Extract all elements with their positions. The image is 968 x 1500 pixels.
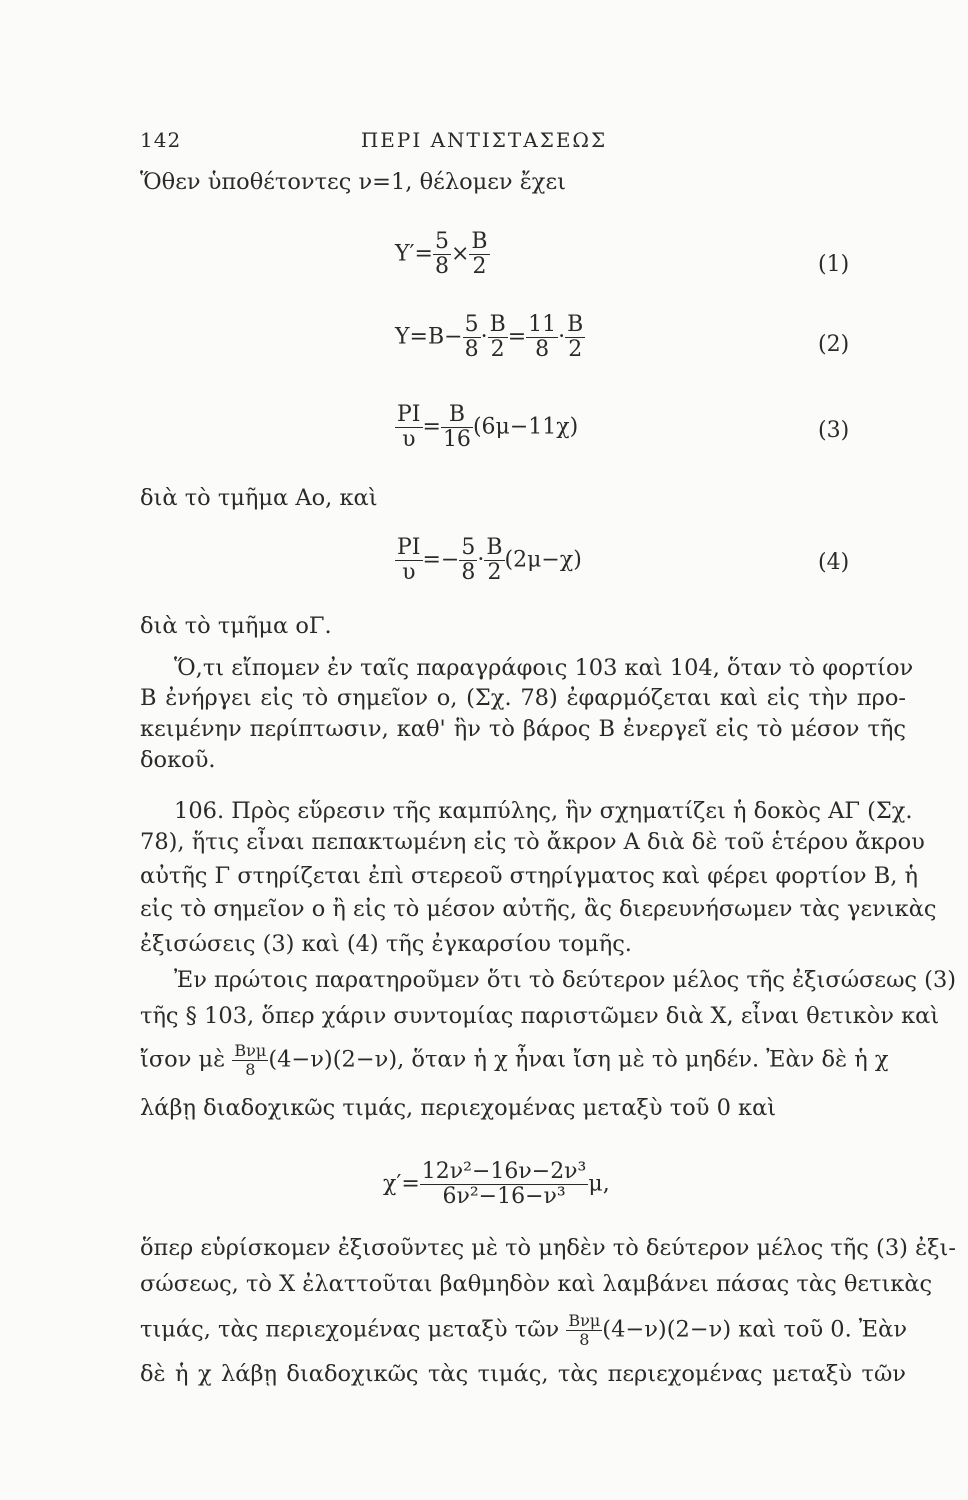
p4-line-3-post: (4−ν)(2−ν) καὶ τοῦ 0. Ἐὰν <box>602 1316 907 1343</box>
equation-4 <box>395 536 582 585</box>
p2-line-2: 78), ἥτις εἶναι πεπακτωμένη εἰς τὸ ἄκρον Α διὰ δὲ τοῦ ἑτέρου ἄκρου <box>140 829 925 855</box>
eq2-num-a: 5 <box>464 312 479 337</box>
eq1-frac-a <box>433 230 451 279</box>
eq4-frac-lhs <box>395 536 423 585</box>
eq3-eqsign: = <box>422 414 441 440</box>
eq2-dot-b: · <box>558 324 566 350</box>
eq4-den-lhs: υ <box>402 560 416 585</box>
eq2-num-b: B <box>489 312 506 337</box>
eq5-lhs: χ′= <box>383 1171 420 1197</box>
p4-line-3-pre: τιμάς, τὰς περιεχομένας μεταξὺ τῶν <box>140 1316 560 1343</box>
eq1-den-b: 2 <box>472 254 487 279</box>
text-after-eq3: διὰ τὸ τμῆμα Αο, καὶ <box>140 485 378 511</box>
eq4-number: (4) <box>818 550 850 575</box>
eq3-num-lhs: PI <box>397 402 421 427</box>
p3-line-2: τῆς § 103, ὅπερ χάριν συντομίας παριστῶμεν διὰ Χ, εἶναι θετικὸν καὶ <box>140 1003 940 1029</box>
eq4-num-b: B <box>486 535 503 560</box>
eq1-frac-b <box>469 230 489 279</box>
eq3-frac-a <box>441 403 473 452</box>
eq4-dot: · <box>477 547 485 573</box>
eq3-den-a: 16 <box>442 427 471 452</box>
eq3-number: (3) <box>818 418 850 443</box>
p4-fraction <box>566 1312 602 1349</box>
equation-1 <box>395 230 490 279</box>
eq2-frac-c <box>526 313 558 362</box>
eq2-num-d: B <box>567 312 584 337</box>
eq3-frac-lhs <box>395 403 423 452</box>
eq2-den-b: 2 <box>490 337 505 362</box>
running-title: ΠΕΡΙ ΑΝΤΙΣΤΑΣΕΩΣ <box>360 128 608 152</box>
eq4-frac-b <box>484 536 504 585</box>
eq2-frac-a <box>463 313 481 362</box>
eq4-frac-a <box>459 536 477 585</box>
eq5-frac <box>420 1160 589 1209</box>
equation-3 <box>395 403 578 452</box>
eq1-op: × <box>450 241 470 267</box>
p3-frac-den: 8 <box>245 1060 256 1079</box>
p2-line-4: εἰς τὸ σημεῖον ο ἢ εἰς τὸ μέσον αὐτῆς, ἂς διερευνήσωμεν τὰς γενικὰς <box>140 896 937 922</box>
p2-line-1: 106. Πρὸς εὕρεσιν τῆς καμπύλης, ἣν σχηματίζει ἡ δοκὸς ΑΓ (Σχ. <box>174 798 913 824</box>
eq1-lhs: Υ′= <box>395 241 433 267</box>
p4-line-2: σώσεως, τὸ Χ ἐλαττοῦται βαθμηδὸν καὶ λαμβάνει πάσας τὰς θετικὰς <box>140 1271 933 1297</box>
eq2-frac-d <box>565 313 585 362</box>
eq4-eqsign: =− <box>422 547 460 573</box>
eq1-den-a: 8 <box>434 254 449 279</box>
p1-line-1: Ὅ,τι εἴπομεν ἐν ταῖς παραγράφοις 103 καὶ 104, ὅταν τὸ φορτίον <box>174 655 914 681</box>
p4-frac-num: Bνμ <box>568 1311 601 1330</box>
eq5-num: 12ν²−16ν−2ν³ <box>421 1159 587 1184</box>
eq4-den-b: 2 <box>487 560 502 585</box>
eq1-number: (1) <box>818 252 850 277</box>
eq1-num-a: 5 <box>434 229 449 254</box>
p4-frac-den: 8 <box>579 1330 590 1349</box>
p4-line-4: δὲ ἡ χ λάβῃ διαδοχικῶς τὰς τιμάς, τὰς περιεχομένας μεταξὺ τῶν <box>140 1361 906 1387</box>
eq4-den-a: 8 <box>461 560 476 585</box>
p3-line-3 <box>140 1042 906 1079</box>
eq3-rest: (6μ−11χ) <box>472 414 579 440</box>
equation-2 <box>395 313 585 362</box>
eq2-frac-b <box>488 313 508 362</box>
p1-line-4: δοκοῦ. <box>140 747 216 773</box>
eq2-number: (2) <box>818 332 850 357</box>
p3-line-3-post: (4−ν)(2−ν), ὅταν ἡ χ ἦναι ἴση μὲ τὸ μηδέν. Ἐὰν δὲ ἡ χ <box>268 1046 889 1073</box>
eq4-rest: (2μ−χ) <box>504 547 582 573</box>
eq1-num-b: B <box>471 229 488 254</box>
eq2-lhs: Υ=B− <box>395 324 463 350</box>
eq5-den: 6ν²−16−ν³ <box>442 1184 566 1209</box>
p4-line-1: ὅπερ εὑρίσκομεν ἐξισοῦντες μὲ τὸ μηδὲν τὸ δεύτερον μέλος τῆς (3) ἐξι- <box>140 1235 956 1261</box>
intro-line: Ὅθεν ὑποθέτοντες ν=1, θέλομεν ἔχει <box>140 169 566 195</box>
p3-line-4: λάβῃ διαδοχικῶς τιμάς, περιεχομένας μεταξὺ τοῦ 0 καὶ <box>140 1095 777 1121</box>
eq4-num-a: 5 <box>461 535 476 560</box>
p3-fraction <box>232 1042 268 1079</box>
equation-chi-prime <box>383 1160 610 1209</box>
p2-line-5: ἐξισώσεις (3) καὶ (4) τῆς ἐγκαρσίου τομῆς. <box>140 931 632 957</box>
eq2-den-d: 2 <box>568 337 583 362</box>
eq3-num-a: B <box>441 403 473 428</box>
eq4-num-lhs: PI <box>397 535 421 560</box>
page-number: 142 <box>140 128 182 152</box>
p1-line-2: Β ἐνήργει εἰς τὸ σημεῖον ο, (Σχ. 78) ἐφαρμόζεται καὶ εἰς τὴν προ- <box>140 685 906 711</box>
p2-line-3: αὐτῆς Γ στηρίζεται ἐπὶ στερεοῦ στηρίγματος καὶ φέρει φορτίον Β, ἡ <box>140 863 919 889</box>
eq2-eqsign: = <box>507 324 527 350</box>
p3-line-3-pre: ἴσον μὲ <box>140 1046 226 1073</box>
eq2-den-c: 8 <box>535 337 550 362</box>
p1-line-3: κειμένην περίπτωσιν, καθ' ἣν τὸ βάρος Β ἐνεργεῖ εἰς τὸ μέσον τῆς <box>140 716 906 742</box>
p3-line-1: Ἐν πρώτοις παρατηροῦμεν ὅτι τὸ δεύτερον μέλος τῆς ἐξισώσεως (3) <box>174 967 957 993</box>
eq2-dot-a: · <box>480 324 488 350</box>
eq3-den-lhs: υ <box>402 427 416 452</box>
p3-frac-num: Bνμ <box>234 1041 267 1060</box>
eq2-den-a: 8 <box>464 337 479 362</box>
text-after-eq4: διὰ τὸ τμῆμα οΓ. <box>140 613 332 639</box>
eq2-num-c: 11 <box>528 312 557 337</box>
eq5-rest: μ, <box>588 1171 610 1197</box>
p4-line-3 <box>140 1312 906 1349</box>
